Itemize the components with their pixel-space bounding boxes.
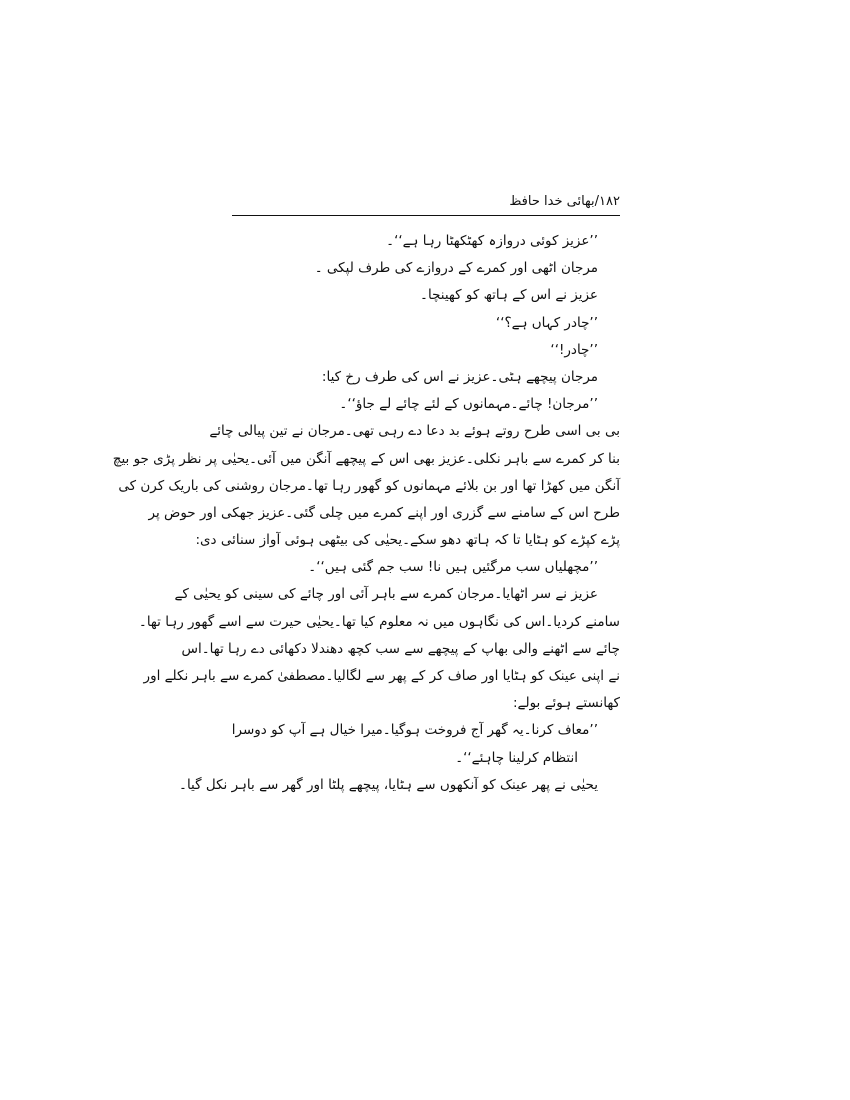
page-number-and-title: ۱۸۲/بھائی خدا حافظ [509,194,620,209]
paragraph-line: آنگن میں کھڑا تھا اور بن بلائے مہمانوں کو گھور رہا تھا۔مرجان روشنی کی باریک کرن کی [118,477,620,494]
header-rule [232,215,620,216]
dialogue-line: ’’مچھلیاں سب مرگئیں ہیں نا! سب جم گئی ہیں‘‘۔ [308,559,598,576]
dialogue-line: ’’مرجان! چائے۔مہمانوں کے لئے چائے لے جاؤ‘‘۔ [339,396,598,413]
paragraph-line: چائے سے اٹھنے والی بھاپ کے پیچھے سے سب کچھ دھندلا دکھائی دے رہا تھا۔اس [181,640,620,657]
paragraph-line: بنا کر کمرے سے باہر نکلی۔عزیز بھی اس کے پیچھے آنگن میں آئی۔یحیٰی پر نظر پڑی جو بیچ [112,450,620,467]
paragraph-line: نے اپنی عینک کو ہٹایا اور صاف کر کے پھر سے لگالیا۔مصطفیٰ کمرے سے باہر نکلے اور [143,668,620,684]
paragraph-line: کھانستے ہوئے بولے: [513,695,620,712]
dialogue-line: انتظام کرلینا چاہئے‘‘۔ [455,749,578,766]
paragraph-line: پڑے کپڑے کو ہٹایا تا کہ ہاتھ دھو سکے۔یحیٰی کی بیٹھی ہوئی آواز سنائی دی: [195,532,620,549]
paragraph-line: عزیز نے سر اٹھایا۔مرجان کمرے سے باہر آئی اور چائے کی سینی کو یحیٰی کے [174,586,598,603]
dialogue-line: ’’عزیز کوئی دروازہ کھٹکھٹا رہا ہے‘‘۔ [386,233,598,249]
text-line: مرجان پیچھے ہٹی۔عزیز نے اس کی طرف رخ کیا: [321,368,598,385]
text-line: یحیٰی نے پھر عینک کو آنکھوں سے ہٹایا، پیچھے پلٹا اور گھر سے باہر نکل گیا۔ [179,776,598,793]
running-header [232,188,620,216]
body-text [112,228,620,799]
paragraph-line: طرح اس کے سامنے سے گزری اور اپنے کمرے میں چلی گئی۔عزیز جھکی اور حوض پر [148,504,620,521]
dialogue-line: ’’چادر کہاں ہے؟‘‘ [495,314,598,331]
paragraph-line: سامنے کردیا۔اس کی نگاہوں میں نہ معلوم کیا تھا۔یحیٰی حیرت سے اسے گھور رہا تھا۔ [138,613,620,630]
dialogue-line: ’’چادر!‘‘ [550,341,598,358]
text-line: عزیز نے اس کے ہاتھ کو کھینچا۔ [420,287,598,304]
paragraph-line: بی بی اسی طرح روتے ہوئے بد دعا دے رہی تھی۔مرجان نے تین پیالی چائے [209,423,620,440]
text-line: مرجان اٹھی اور کمرے کے دروازے کی طرف لپکی ۔ [314,260,598,277]
dialogue-line: ’’معاف کرنا۔یہ گھر آج فروخت ہوگیا۔میرا خیال ہے آپ کو دوسرا [231,722,598,739]
